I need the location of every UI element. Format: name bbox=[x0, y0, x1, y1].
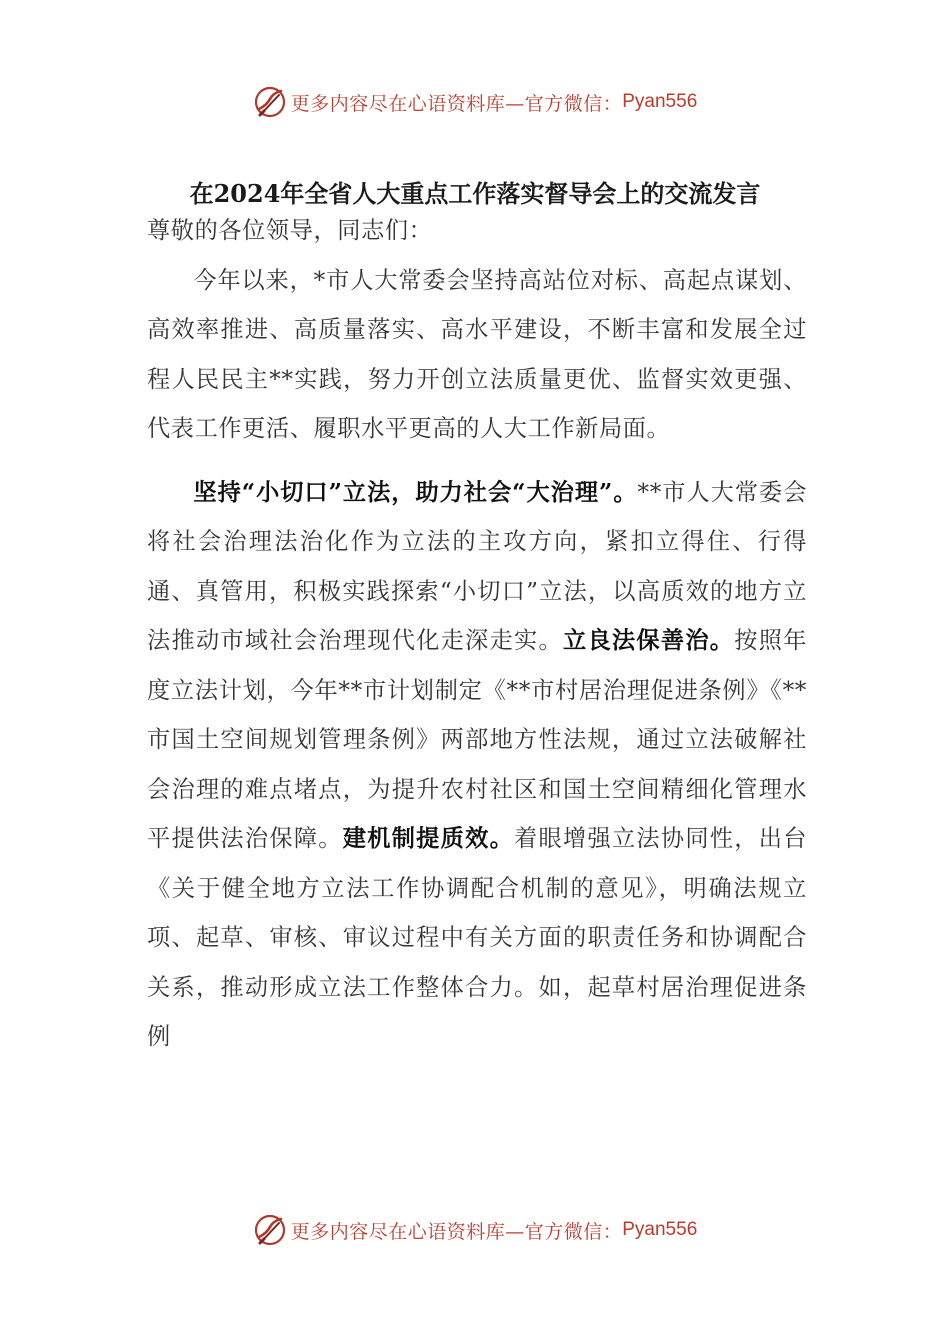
banner-text: 更多内容尽在心语资料库—官方微信： bbox=[290, 1220, 623, 1243]
pen-logo-icon bbox=[253, 85, 287, 119]
salutation: 尊敬的各位领导，同志们： bbox=[147, 217, 433, 244]
document-body bbox=[147, 206, 807, 1062]
sub-heading: 立良法保善治。 bbox=[562, 627, 735, 654]
banner-text: 更多内容尽在心语资料库—官方微信： bbox=[290, 92, 623, 115]
banner-wechat-id: Pyan556 bbox=[622, 91, 698, 112]
pen-logo-icon bbox=[253, 1213, 287, 1247]
header-banner bbox=[0, 82, 950, 122]
paragraph-text: 按照年度立法计划，今年**市计划制定《**市村居治理促进条例》《**市国土空间规划管理条例》两部地方性法规，通过立法破解社会治理的难点堵点，为提升农村社区和国土空间精细化管理水平提供法治保障。 bbox=[147, 627, 808, 852]
banner-wechat-id: Pyan556 bbox=[622, 1219, 698, 1240]
footer-banner bbox=[0, 1210, 950, 1250]
sub-heading: 建机制提质效。 bbox=[342, 825, 515, 852]
paragraph-legislation bbox=[147, 468, 807, 1062]
section-heading: 坚持“小切口”立法，助力社会“大治理”。 bbox=[193, 478, 638, 506]
paragraph-text: 着眼增强立法协同性，出台《关于健全地方立法工作协调配合机制的意见》，明确法规立项、起草、审核、审议过程中有关方面的职责任务和协调配合关系，推动形成立法工作整体合力。如，起草村居治理促进条例 bbox=[147, 825, 808, 1050]
document-title: 在2024年全省人大重点工作落实督导会上的交流发言 bbox=[189, 179, 761, 208]
paragraph-intro: 今年以来，*市人大常委会坚持高站位对标、高起点谋划、高效率推进、高质量落实、高水平建设，不断丰富和发展全过程人民民主**实践，努力开创立法质量更优、监督实效更强、代表工作更活、履职水平更高的人大工作新局面。 bbox=[147, 266, 807, 442]
paragraph-text: **市人大常委会将社会治理法治化作为立法的主攻方向，紧扣立得住、行得通、真管用，积极实践探索“小切口”立法，以高质效的地方立法推动市域社会治理现代化走深走实。 bbox=[147, 478, 807, 654]
